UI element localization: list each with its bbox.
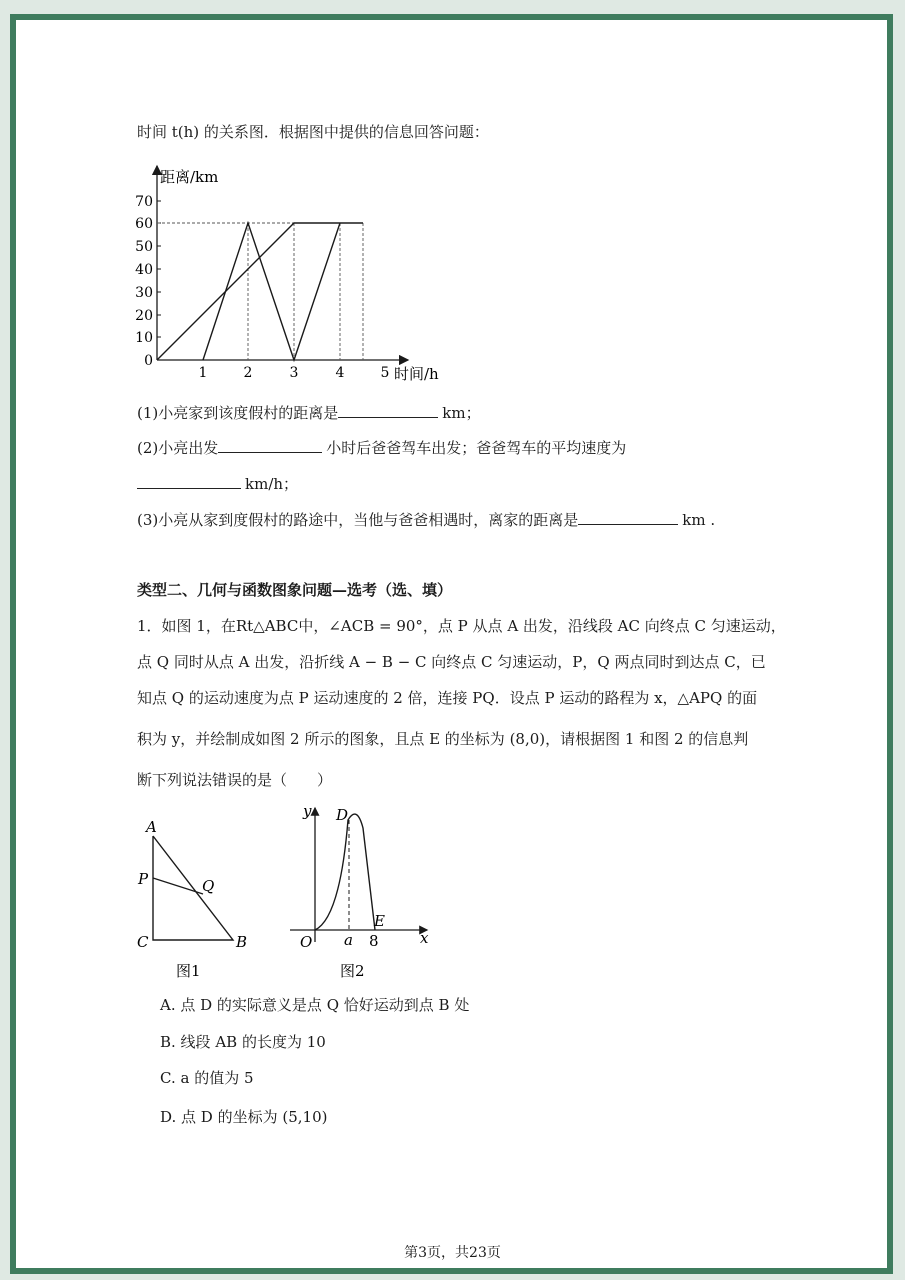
q3-text: (3)小亮从家到度假村的路途中，当他与爸爸相遇时，离家的距离是 xyxy=(137,511,579,529)
label-c: C xyxy=(137,933,149,951)
q3-unit: km . xyxy=(682,511,716,529)
intro-line: 时间 t(h) 的关系图．根据图中提供的信息回答问题： xyxy=(137,123,489,141)
xtick-2: 2 xyxy=(243,365,253,381)
ytick-70: 70 xyxy=(135,194,153,210)
fig2-label-a: a xyxy=(344,931,353,949)
fig2-label-d: D xyxy=(336,806,349,824)
q1-text: (1)小亮家到该度假村的距离是 xyxy=(137,404,339,422)
fig2-label-y: y xyxy=(303,802,312,820)
ytick-40: 40 xyxy=(135,262,153,278)
ytick-20: 20 xyxy=(135,308,153,324)
fig2-curve xyxy=(315,814,375,930)
ytick-60: 60 xyxy=(135,216,153,232)
q2-middle: 小时后爸爸驾车出发；爸爸驾车的平均速度为 xyxy=(326,439,627,457)
fig2-label-8: 8 xyxy=(369,932,379,950)
label-b: B xyxy=(236,933,248,951)
xtick-4: 4 xyxy=(335,365,345,381)
figure-2-caption: 图2 xyxy=(340,962,365,980)
figure-2-graph xyxy=(282,800,442,982)
xtick-5: 5 xyxy=(380,365,390,381)
problem-line-5: 断下列说法错误的是（ ） xyxy=(137,771,333,789)
distance-time-graph xyxy=(130,160,450,390)
q3-blank xyxy=(578,510,678,525)
ytick-0: 0 xyxy=(144,353,153,369)
fig2-label-e: E xyxy=(374,912,385,930)
dashed-guides xyxy=(157,223,363,360)
q2-blank-1 xyxy=(218,438,322,453)
problem-line-2: 点 Q 同时从点 A 出发，沿折线 A − B − C 向终点 C 匀速运动，P，Q 两点同时到达点 C，已 xyxy=(137,653,766,671)
label-a: A xyxy=(146,818,157,836)
graph-ylabel: 距离/km xyxy=(160,168,219,186)
question-3 xyxy=(137,510,715,530)
ytick-10: 10 xyxy=(135,330,153,346)
problem-line-4: 积为 y，并绘制成如图 2 所示的图象，且点 E 的坐标为 (8,0)，请根据图 1 和图 2 的信息判 xyxy=(137,730,749,748)
figure-1-triangle xyxy=(130,812,260,982)
label-p: P xyxy=(138,870,149,888)
figure-1-caption: 图1 xyxy=(176,962,201,980)
page-footer: 第3页，共23页 xyxy=(404,1245,501,1261)
ytick-30: 30 xyxy=(135,285,153,301)
triangle-abc xyxy=(153,836,233,940)
xtick-1: 1 xyxy=(198,365,208,381)
fig2-label-o: O xyxy=(300,933,313,951)
fig2-label-x: x xyxy=(420,929,429,947)
q1-blank xyxy=(338,403,438,418)
question-2 xyxy=(137,438,626,458)
q1-unit: km； xyxy=(442,404,481,422)
q2-text: (2)小亮出发 xyxy=(137,439,219,457)
option-b: B. 线段 AB 的长度为 10 xyxy=(160,1033,326,1051)
q2-blank-2 xyxy=(137,474,241,489)
q2-unit: km/h； xyxy=(245,475,299,493)
segment-pq xyxy=(153,878,203,894)
option-a: A. 点 D 的实际意义是点 Q 恰好运动到点 B 处 xyxy=(160,996,470,1014)
graph-xlabel: 时间/h xyxy=(394,365,439,383)
problem-line-3: 知点 Q 的运动速度为点 P 运动速度的 2 倍，连接 PQ．设点 P 运动的路程为 x，△APQ 的面 xyxy=(137,689,758,707)
dad-line xyxy=(203,223,340,360)
label-q: Q xyxy=(202,877,215,895)
ytick-50: 50 xyxy=(135,239,153,255)
question-2-cont xyxy=(137,474,298,494)
xiaoliang-line xyxy=(157,223,363,360)
problem-line-1: 1．如图 1，在Rt△ABC中，∠ACB = 90°，点 P 从点 A 出发，沿线段 AC 向终点 C 匀速运动， xyxy=(137,617,786,635)
section-title: 类型二、几何与函数图象问题—选考（选、填） xyxy=(137,581,453,599)
option-d: D. 点 D 的坐标为 (5,10) xyxy=(160,1108,328,1126)
question-1 xyxy=(137,403,481,423)
xtick-3: 3 xyxy=(289,365,299,381)
option-c: C. a 的值为 5 xyxy=(160,1069,254,1087)
